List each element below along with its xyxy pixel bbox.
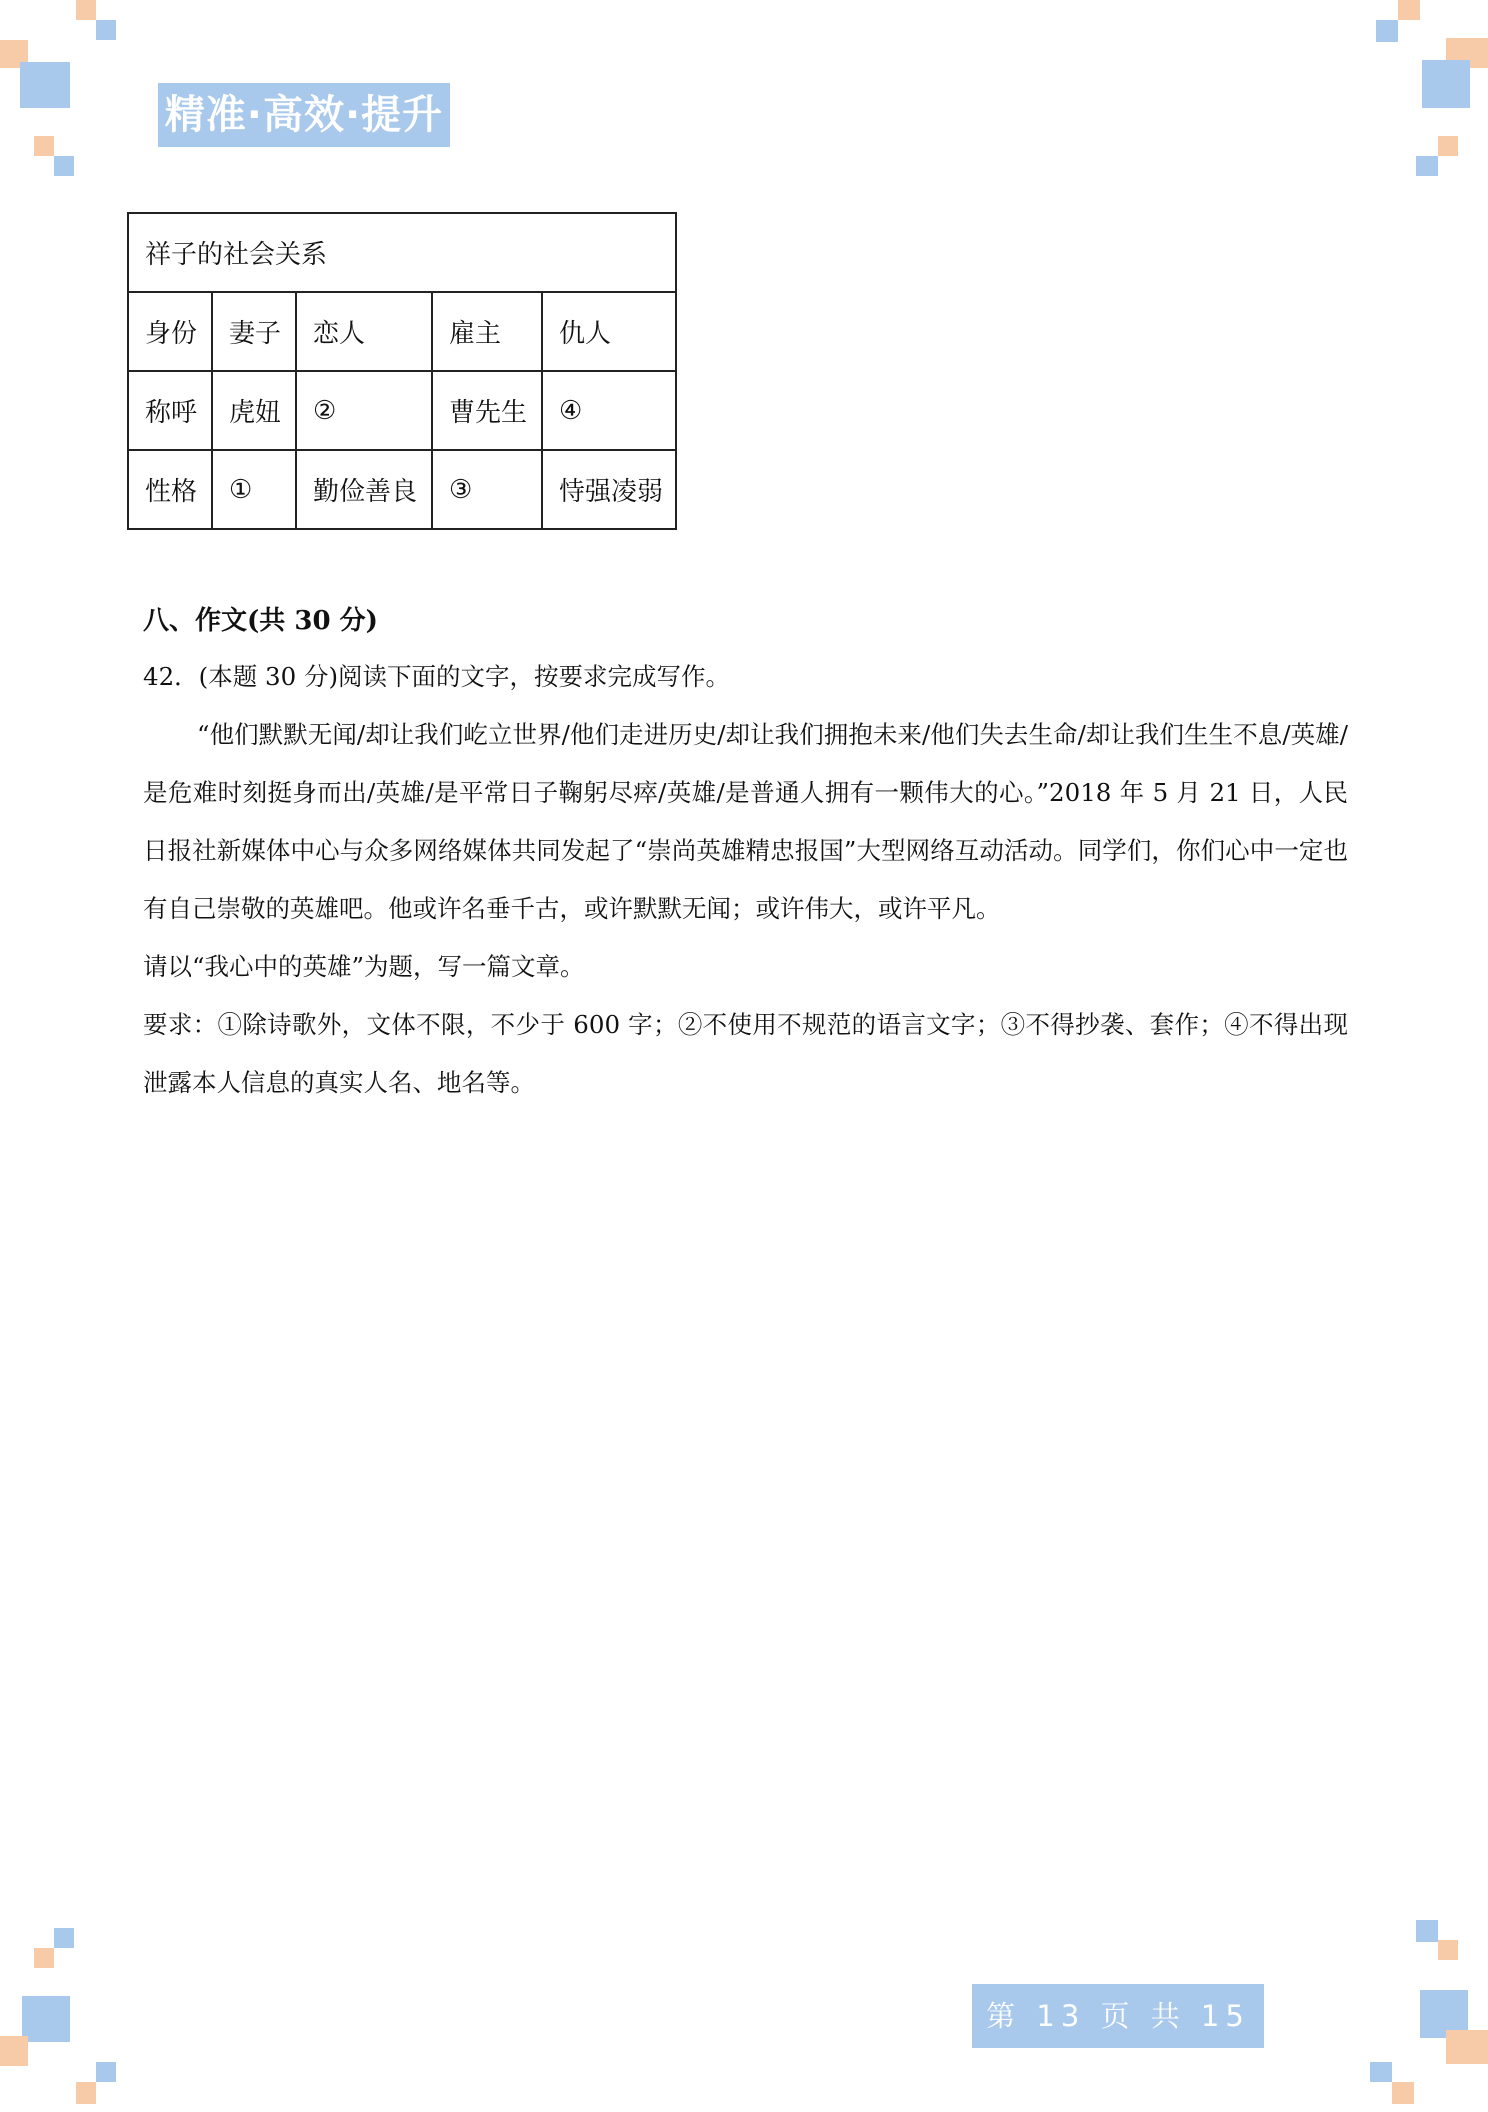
page-number: 第 13 页 共 15 页	[972, 1984, 1264, 2048]
table-cell: 虎妞	[212, 371, 296, 450]
table-cell: ④	[542, 371, 676, 450]
table-cell: 称呼	[128, 371, 212, 450]
header-banner: 精准·高效·提升	[158, 83, 450, 147]
table-cell: 勤俭善良	[296, 450, 432, 529]
table-cell: 仇人	[542, 292, 676, 371]
question-prompt: 42．(本题 30 分)阅读下面的文字，按要求完成写作。	[143, 662, 731, 691]
question-requirements: 要求：①除诗歌外，文体不限，不少于 600 字；②不使用不规范的语言文字；③不得抄袭、套作；④不得出现泄露本人信息的真实人名、地名等。	[143, 1010, 1348, 1097]
table-cell: ②	[296, 371, 432, 450]
table-cell: ③	[432, 450, 542, 529]
section-title: 八、作文(共 30 分)	[143, 606, 378, 636]
table-row	[128, 450, 676, 529]
table-cell: 雇主	[432, 292, 542, 371]
table-title: 祥子的社会关系	[128, 213, 676, 292]
question-task: 请以“我心中的英雄”为题，写一篇文章。	[143, 952, 585, 981]
table-cell: 身份	[128, 292, 212, 371]
table-cell: 恃强凌弱	[542, 450, 676, 529]
table-row	[128, 371, 676, 450]
question-quote: “他们默默无闻/却让我们屹立世界/他们走进历史/却让我们拥抱未来/他们失去生命/却让我们生生不息/英雄/是危难时刻挺身而出/英雄/是平常日子鞠躬尽瘁/英雄/是普通人拥有一颗伟大的心。”2018 年 5 月 21 日，人民日报社新媒体中心与众多网络媒体共同发起了“崇尚英雄精忠报国”大型网络互动活动。同学们，你们心中一定也有自己崇敬的英雄吧。他或许名垂千古，或许默默无闻；或许伟大，或许平凡。	[143, 720, 1348, 923]
table-cell: 性格	[128, 450, 212, 529]
table-cell: 恋人	[296, 292, 432, 371]
table-row	[128, 292, 676, 371]
relationship-table	[127, 212, 677, 530]
table-cell: ①	[212, 450, 296, 529]
table-cell: 曹先生	[432, 371, 542, 450]
question-body	[143, 648, 1348, 1112]
table-cell: 妻子	[212, 292, 296, 371]
